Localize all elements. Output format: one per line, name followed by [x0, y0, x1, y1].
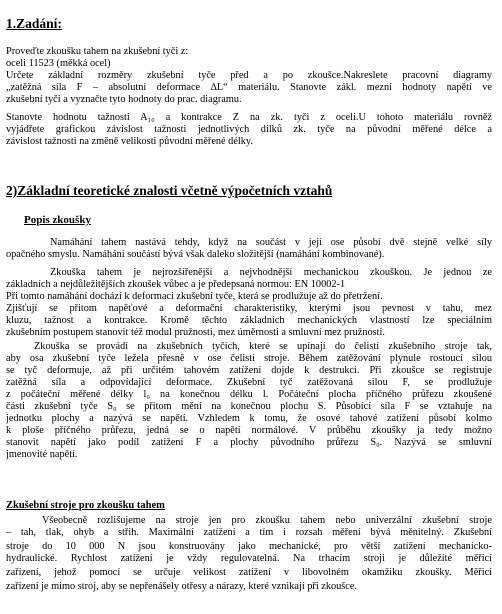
heading-zadani: 1.Zadání:: [6, 16, 62, 31]
stroje-line-1: Všeobecně rozlišujeme na stroje jen pro zkoušku tahem nebo univerzální zkušební stroje: [42, 515, 492, 526]
subheading-stroje: Zkušební stroje pro zkoušku tahem: [6, 500, 165, 511]
popis-line-6: Zjišťují se přitom napěťové a deformační charakteristiky, kterými jsou pevnost v tahu, mez: [6, 303, 492, 314]
stroje-line-4: hydraulické. Rychlost zatížení je vždy regulovatelná. Na trhacím stroji je důležité měřicí: [6, 553, 492, 564]
popis-line-5: Při tomto namáhání dochází k deformaci zkušební tyče, která se prodlužuje až do přetržení.: [6, 291, 383, 302]
popis-line-13: z počáteční měřené délky l₀ na konečnou délku l. Počáteční plocha příčného průřezu zkoušené: [6, 389, 492, 400]
popis-line-11: se tyč deformuje, až při určitém tahovém zatížení dojde k destrukci. Při zkoušce se registruje: [6, 365, 492, 376]
popis-line-14: části zkušební tyče S₀ se přitom mění na konečnou plochu S. Působící síla F se vztahuje na: [6, 401, 492, 412]
zadani-line-2: oceli 11523 (měkká ocel): [6, 58, 111, 69]
zadani-line-4: „zatěžná síla F – absolutní deformace ∆L“ materiálu. Stanovte zákl. mezní hodnoty napětí ve: [6, 82, 492, 93]
popis-line-2: opačného smyslu. Namáhání součástí bývá však daleko složitější (namáhání kombinované).: [6, 249, 385, 260]
popis-line-10: aby osa zkušební tyče ležela přesně v ose čelistí stroje. Během zatěžování plynule rostoucí silou: [6, 353, 492, 364]
zadani-line-7: vyjádřete grafickou závislost tažnosti jednotlivých dílků zk. tyče na původní měřené délce a: [6, 124, 492, 135]
zadani-line-3: Určete základní rozměry zkušební tyče před a po zkoušce.Nakreslete pracovní diagramy: [6, 70, 492, 81]
popis-line-3: Zkouška tahem je nejrozšířenější a nejvhodnější mechanickou zkouškou. Je jednou ze: [50, 267, 492, 278]
heading-teorie: 2)Základní teoretické znalosti včetně výpočetních vztahů: [6, 183, 333, 198]
subheading-popis: Popis zkoušky: [24, 214, 91, 226]
stroje-line-6: zařízení je mimo stroj, aby se nepřenášely otřesy a nárazy, které vznikají při zkoušce.: [6, 581, 357, 592]
stroje-line-5: zařízení, jehož pomocí se určuje velikost zatížení v libovolném okamžiku zkoušky. Měřicí: [6, 567, 492, 578]
zadani-line-5: zkušební tyči a vyznačte tyto hodnoty do prac. diagramu.: [6, 94, 242, 105]
popis-line-9: Zkouška se provádí na zkušebních tyčích, které se upínají do čelistí zkušebního stroje tak,: [34, 341, 492, 352]
popis-line-12: zatěžná síla a odpovídající deformace. Zkušební tyč zatěžovaná silou F, se prodlužuje: [6, 377, 492, 388]
stroje-line-2: – tah, tlak, ohyb a střih. Maximální zatížení a tím i rozsah měření bývá měnitelný. Zkušební: [6, 527, 492, 538]
zadani-line-8: závislost tažnosti na změně velikosti původní měřené délky.: [6, 136, 253, 147]
popis-line-8: zkušebním postupem stanovit též modul pružnosti, mez úměrnosti a smluvní mez pružnosti.: [6, 327, 385, 338]
popis-line-17: stanovit napětí jako podíl zatížení F a plochy původního průřezu S₀. Nazývá se smluvní: [6, 437, 492, 448]
popis-line-15: jednotku plochy a nazývá se napětí. Vzhledem k tomu, že osové tahové zatížení působí kolmo: [6, 413, 492, 424]
popis-line-1: Namáhání tahem nastává tehdy, když na součást v její ose působí dvě stejně velké síly: [50, 237, 492, 248]
zadani-line-1: Proveďte zkoušku tahem na zkušební tyči z:: [6, 46, 189, 57]
zadani-line-6: Stanovte hodnotu tažnosti A₁₀ a kontrakce Z na zk. tyči z oceli.U tohoto materiálu rovněž: [6, 112, 492, 123]
popis-line-4: základních a nejdůležitějších zkoušek vůbec a je předepsaná normou: EN 10002-1: [6, 279, 346, 290]
popis-line-7: kluzu, tažnost a kontrakce. Kromě těchto základních mechanických vlastností lze speciálním: [6, 315, 492, 326]
popis-line-16: k ploše příčného průřezu, jedná se o napětí normálové. V průběhu zkoušky ja tedy možno: [6, 425, 492, 436]
stroje-line-3: stroje do 10 000 N jsou konstruovány jako mechanické, pro větší zatížení mechanicko-: [6, 541, 492, 552]
popis-line-18: jmenovité napětí.: [6, 449, 78, 460]
